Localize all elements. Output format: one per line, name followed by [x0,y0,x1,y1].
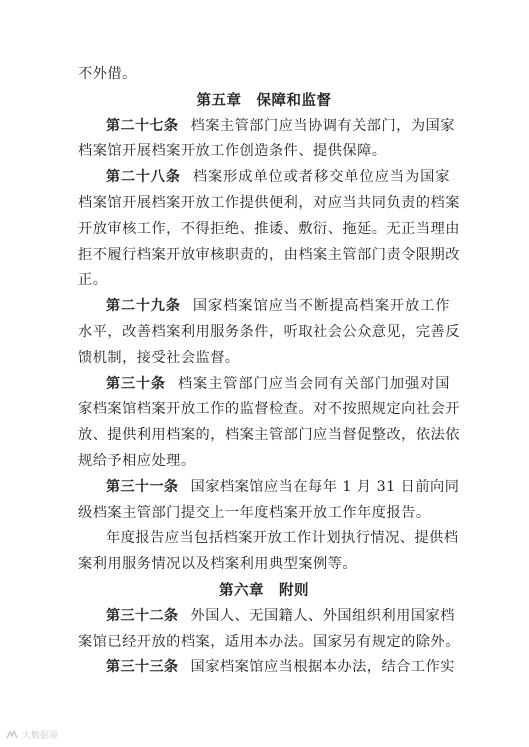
article-number: 第三十一条 [106,478,179,495]
article-28-line-2: 档案馆开展档案开放工作提供便利，对应当共同负责的档案 [78,194,460,211]
article-number: 第二十九条 [106,298,181,315]
paragraph-line-2: 案利用服务情况以及档案利用典型案例等。 [78,556,358,573]
article-29-line-2: 水平，改善档案利用服务条件，听取社会公众意见，完善反 [78,323,460,340]
article-text: 国家档案馆应当在每年 1 月 31 日前向同 [190,478,460,495]
chapter-heading-5: 第五章 保障和监督 [196,91,332,109]
article-30-line-2: 家档案馆档案开放工作的监督检查。对不按照规定向社会开 [78,401,460,418]
article-number: 第二十八条 [106,169,181,186]
article-text: 国家档案馆应当根据本办法，结合工作实 [190,659,455,676]
document-body [78,62,460,681]
article-28-line-1 [78,165,450,191]
article-number: 第二十七条 [106,117,179,134]
article-text: 档案主管部门应当协调有关部门，为国家 [190,117,455,134]
text-line: 不外借。 [78,66,137,82]
article-32-line-2: 案馆已经开放的档案，适用本办法。国家另有规定的除外。 [78,633,460,650]
paragraph-line-1: 年度报告应当包括档案开放工作计划执行情况、提供档 [106,530,459,547]
article-29-line-3: 馈机制，接受社会监督。 [78,349,240,366]
article-text: 国家档案馆应当不断提高档案开放工作 [192,298,450,315]
article-number: 第三十条 [106,375,166,392]
article-text: 档案形成单位或者移交单位应当为国家 [192,169,450,186]
article-30-line-3: 放、提供利用档案的，档案主管部门应当督促整改，依法依 [78,427,460,444]
article-text: 档案主管部门应当会同有关部门加强对国 [177,375,450,392]
article-number: 第三十二条 [106,607,179,624]
article-33-line-1 [78,655,455,681]
article-27-line-2: 档案馆开展档案开放工作创造条件、提供保障。 [78,143,387,160]
article-30-line-4: 规给予相应处理。 [78,452,196,469]
article-text: 外国人、无国籍人、外国组织利用国家档 [190,607,455,624]
article-30-line-1 [78,372,450,398]
article-31-line-2: 级档案主管部门提交上一年度档案开放工作年度报告。 [78,504,431,521]
article-28-line-3: 开放审核工作，不得拒绝、推诿、敷衍、拖延。无正当理由 [78,220,460,237]
article-31-line-1 [78,475,460,501]
article-number: 第三十三条 [106,659,179,676]
chapter-heading-6: 第六章 附则 [219,581,309,599]
watermark [6,728,58,741]
article-28-line-5: 正。 [78,272,108,289]
watermark-text: 大数据说 [22,731,59,741]
article-27-line-1 [78,114,455,140]
article-28-line-4: 拒不履行档案开放审核职责的，由档案主管部门责令限期改 [78,246,460,263]
article-29-line-1 [78,294,450,320]
stylized-logo-icon [6,730,18,740]
article-32-line-1 [78,604,455,630]
